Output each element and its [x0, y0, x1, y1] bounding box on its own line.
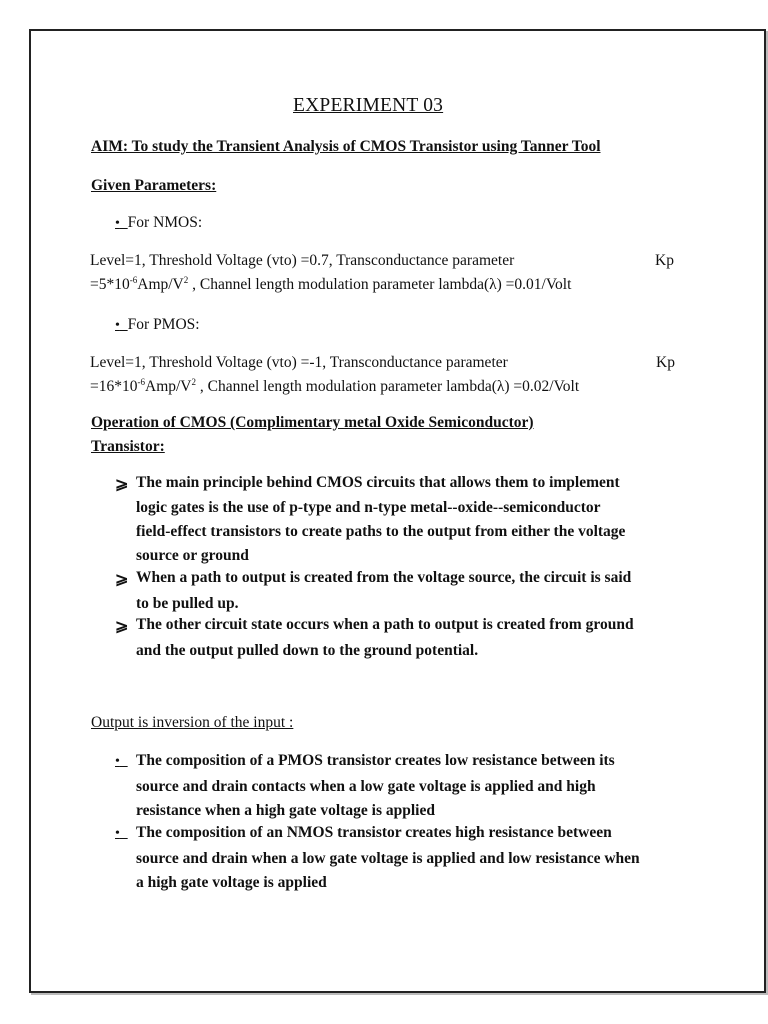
arrow-item-2-line1: When a path to output is created from the voltage source, the circuit is said [136, 569, 632, 586]
pmos-unit-exp: 2 [191, 377, 196, 387]
nmos-kp-value: =5*10 [90, 276, 130, 293]
operation-heading-line2: Transistor: [91, 438, 165, 455]
given-parameters-heading: Given Parameters: [91, 177, 217, 194]
arrow-item-3-line1: The other circuit state occurs when a path to output is created from ground [136, 616, 634, 633]
pmos-lambda: , Channel length modulation parameter lambda(λ) =0.02/Volt [196, 378, 580, 395]
output-item-2-line1: The composition of an NMOS transistor creates high resistance between [136, 824, 612, 841]
bullet-underline-gap [120, 824, 128, 841]
arrow-bullet-icon: ⩾ [115, 571, 129, 588]
nmos-bullet [115, 214, 202, 232]
pmos-label: For PMOS: [127, 316, 200, 333]
output-bullet [115, 824, 128, 842]
arrow-bullet-icon: ⩾ [115, 618, 129, 635]
nmos-label: For NMOS: [127, 214, 203, 231]
arrow-item-1-line1: The main principle behind CMOS circuits that allows them to implement [136, 474, 620, 491]
output-item-1-line2: source and drain contacts when a low gate voltage is applied and high [136, 778, 596, 795]
pmos-params-line1: Level=1, Threshold Voltage (vto) =-1, Transconductance parameter [90, 354, 508, 371]
bullet-underline-gap [120, 752, 128, 769]
bullet-icon: • [115, 826, 120, 841]
arrow-item-3-line2: and the output pulled down to the ground potential. [136, 642, 479, 659]
arrow-item-2-line2: to be pulled up. [136, 595, 239, 612]
nmos-params-line2 [90, 276, 571, 294]
output-item-1-line3: resistance when a high gate voltage is applied [136, 802, 435, 819]
pmos-unit: Amp/V [145, 378, 192, 395]
bullet-icon: • [115, 216, 120, 231]
arrow-item-1-line3: field-effect transistors to create paths to the output from either the voltage [136, 523, 626, 540]
pmos-kp-label: Kp [656, 354, 675, 371]
bullet-underline-gap [120, 214, 128, 231]
nmos-lambda: , Channel length modulation parameter lambda(λ) =0.01/Volt [188, 276, 572, 293]
arrow-item-1-line2: logic gates is the use of p-type and n-type metal--oxide--semiconductor [136, 499, 601, 516]
nmos-kp-label: Kp [655, 252, 674, 269]
page-shadow [31, 993, 768, 995]
nmos-unit: Amp/V [137, 276, 184, 293]
output-heading: Output is inversion of the input : [91, 714, 294, 731]
nmos-exp: -6 [129, 275, 138, 285]
arrow-item-1-line4: source or ground [136, 547, 249, 564]
bullet-underline-gap [120, 316, 128, 333]
nmos-params-line1: Level=1, Threshold Voltage (vto) =0.7, Transconductance parameter [90, 252, 515, 269]
output-item-2-line3: a high gate voltage is applied [136, 874, 327, 891]
pmos-exp: -6 [137, 377, 145, 387]
page-title: EXPERIMENT 03 [293, 95, 444, 116]
bullet-icon: • [115, 318, 120, 333]
output-item-1-line1: The composition of a PMOS transistor creates low resistance between its [136, 752, 615, 769]
bullet-icon: • [115, 754, 120, 769]
pmos-kp-value: =16*10 [90, 378, 138, 395]
output-bullet [115, 752, 128, 770]
nmos-unit-exp: 2 [183, 275, 189, 285]
aim-heading: AIM: To study the Transient Analysis of CMOS Transistor using Tanner Tool [91, 138, 601, 155]
pmos-params-line2 [90, 378, 579, 396]
output-item-2-line2: source and drain when a low gate voltage is applied and low resistance when [136, 850, 640, 867]
pmos-bullet [115, 316, 200, 334]
operation-heading-line1: Operation of CMOS (Complimentary metal Oxide Semiconductor) [91, 414, 534, 431]
arrow-bullet-icon: ⩾ [115, 476, 129, 493]
